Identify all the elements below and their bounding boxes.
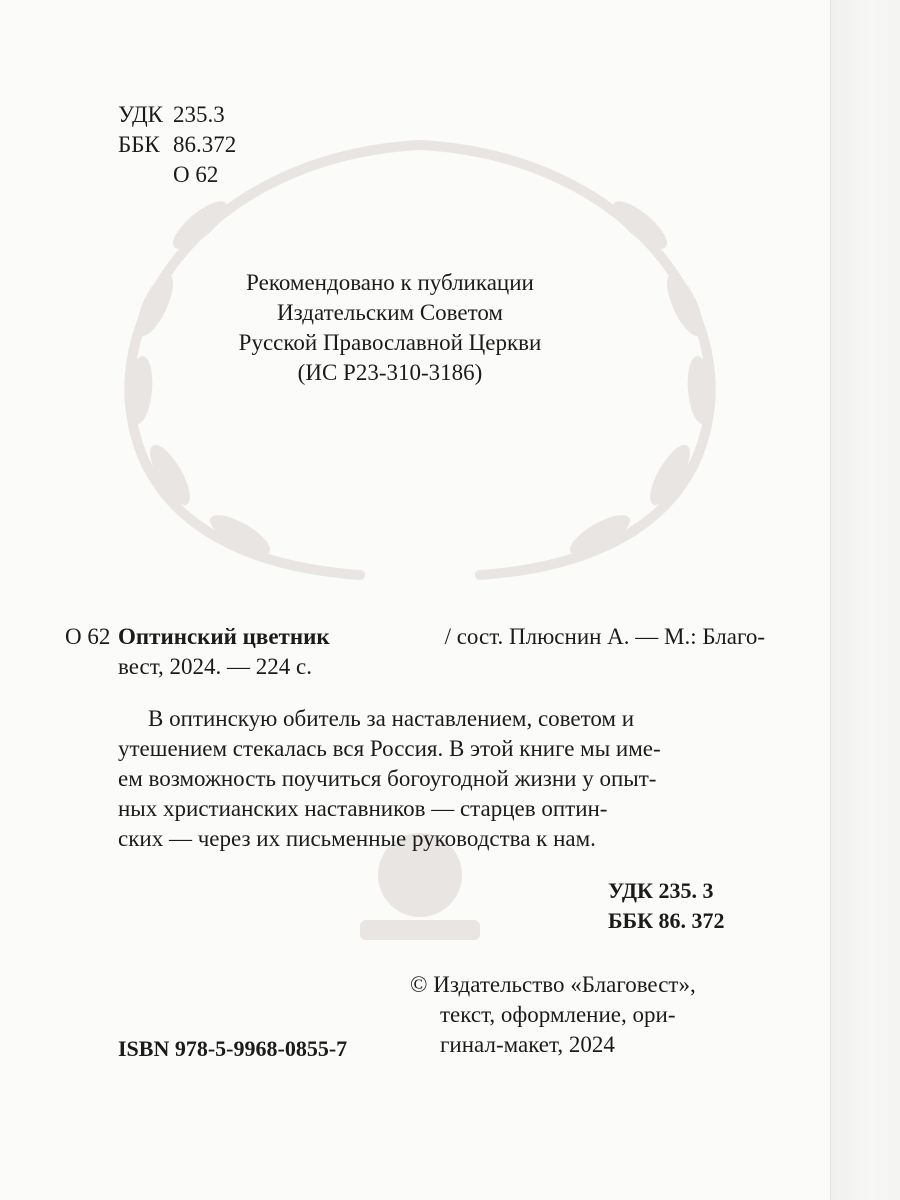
recommendation-line: Рекомендовано к публикации xyxy=(246,270,534,295)
bbk-label: ББК xyxy=(118,132,160,157)
author-mark: О 62 xyxy=(173,162,219,187)
copyright-line: текст, оформление, ори- xyxy=(440,1002,676,1027)
annotation-line: ем возможность поучиться богоугодной жизни у опыт- xyxy=(118,766,657,791)
copyright-line: гинал-макет, 2024 xyxy=(440,1032,615,1057)
recommendation-line: Русской Православной Церкви xyxy=(238,330,542,355)
classification-block xyxy=(118,100,236,190)
bbk-value: 86.372 xyxy=(173,132,237,157)
udk-row xyxy=(118,100,236,130)
annotation-line: В оптинскую обитель за наставлением, советом и xyxy=(148,706,635,731)
bibliographic-code: О 62 xyxy=(65,624,111,649)
page-edge xyxy=(831,0,900,1200)
recommendation-number: (ИС Р23-310-3186) xyxy=(297,360,483,385)
annotation-line: ских — через их письменные руководства к нам. xyxy=(118,826,596,851)
udk-footer: УДК 235. 3 xyxy=(608,878,714,903)
recommendation-block xyxy=(180,268,600,388)
recommendation-line: Издательским Советом xyxy=(277,300,503,325)
classification-footer xyxy=(608,876,758,936)
book-title: Оптинский цветник xyxy=(118,624,330,649)
annotation-paragraph xyxy=(118,704,748,854)
bbk-row xyxy=(118,130,236,160)
copyright-line: © Издательство «Благовест», xyxy=(410,972,696,997)
annotation-line: утешением стекалась вся Россия. В этой книге мы име- xyxy=(118,736,661,761)
bibliographic-record xyxy=(65,622,765,682)
bbk-footer: ББК 86. 372 xyxy=(608,908,725,933)
copyright-notice xyxy=(410,970,770,1060)
bibliographic-imprint: вест, 2024. — 224 с. xyxy=(118,654,312,679)
annotation-line: ных христианских наставников — старцев оптин- xyxy=(118,796,608,821)
udk-value: 235.3 xyxy=(173,102,225,127)
udk-label: УДК xyxy=(118,102,163,127)
bibliographic-details: / сост. Плюснин А. — М.: Благо- xyxy=(444,624,765,649)
isbn: ISBN 978-5-9968-0855-7 xyxy=(118,1036,348,1061)
